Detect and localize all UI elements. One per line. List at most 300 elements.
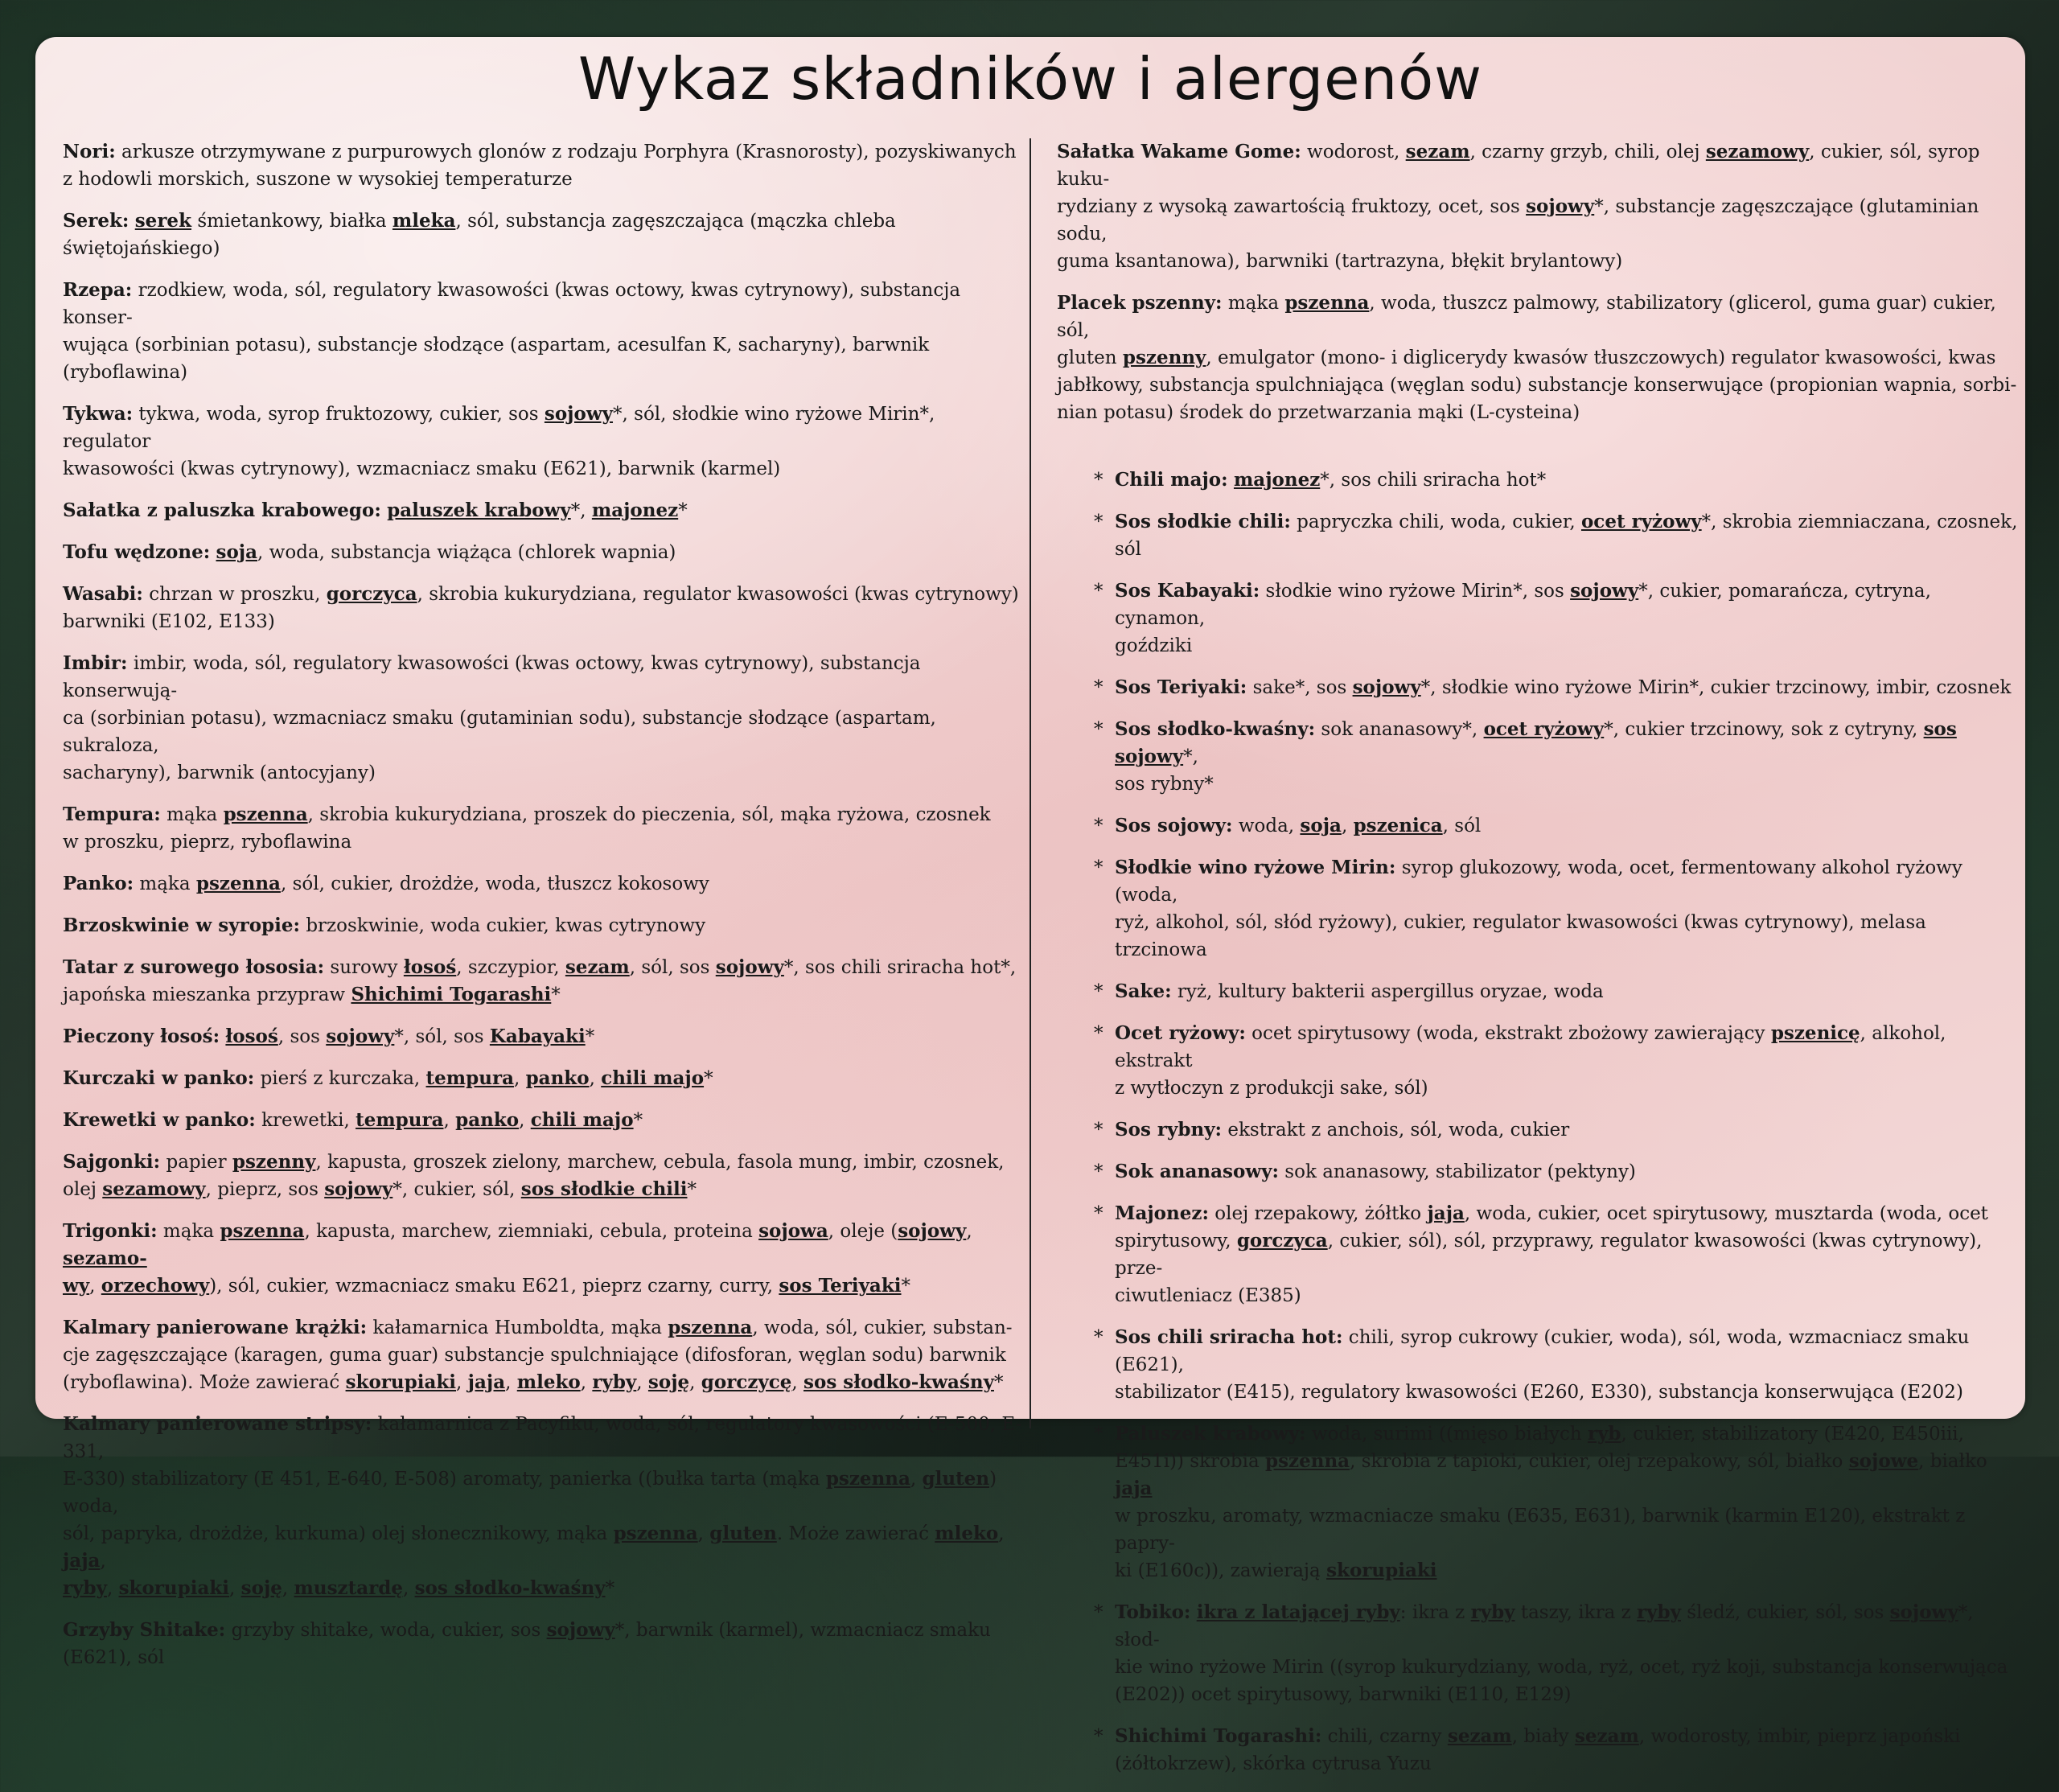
ingredient-text: , <box>402 1578 415 1599</box>
allergen: paluszek krabowy <box>387 499 571 521</box>
ingredient-text: japońska mieszanka przypraw <box>63 984 351 1005</box>
allergen: sezamowy <box>102 1178 206 1200</box>
allergen: chili majo <box>601 1067 705 1089</box>
ingredient-text: ocet spirytusowy (woda, ekstrakt zbożowy zawierający <box>1245 1023 1771 1044</box>
ingredient-text: nian potasu) środek do przetwarzania mąki (L-cysteina) <box>1057 402 1580 423</box>
ingredient-text: chili, syrop cukrowy (cukier, woda), sól, woda, wzmacniacz smaku (E621), <box>1115 1327 1970 1375</box>
ingredient-text: olej rzepakowy, żółtko <box>1208 1203 1428 1224</box>
ingredient-text: *, cukier trzcinowy, sok z cytryny, <box>1604 719 1924 740</box>
allergen: sezamo- <box>63 1247 147 1269</box>
ingredient-text <box>210 542 216 563</box>
ingredient-entry <box>1057 854 2022 964</box>
allergen: sojowy <box>324 1178 393 1200</box>
allergen: gorczyca <box>326 583 417 605</box>
ingredient-entry <box>1057 577 2022 660</box>
allergen: sojowy <box>715 956 784 978</box>
ingredient-text: imbir, woda, sól, regulatory kwasowości (kwas octowy, kwas cytrynowy), substancja konserwują- <box>63 653 921 701</box>
ingredient-text: E451i)) skrobia <box>1115 1451 1265 1472</box>
ingredient-text: , woda, tłuszcz palmowy, stabilizatory (glicerol, guma guar) cukier, sól, <box>1057 293 1996 341</box>
ingredient-text: , woda, sól, cukier, substan- <box>752 1317 1013 1338</box>
allergen: majonez <box>1233 469 1321 491</box>
left-column <box>63 138 1028 1686</box>
ingredient-text: z wytłoczyn z produkcji sake, sól) <box>1115 1078 1428 1099</box>
ingredient-name: Tobiko: <box>1115 1601 1191 1623</box>
bullet-star: * <box>1094 1161 1103 1182</box>
ingredient-text: śledź, cukier, sól, sos <box>1680 1602 1890 1623</box>
allergen: chili majo <box>530 1109 634 1131</box>
column-divider <box>1030 138 1031 1428</box>
ingredient-name: Tatar z surowego łososia: <box>63 956 325 978</box>
allergen: sezam <box>565 956 630 978</box>
ingredient-text: papier <box>160 1152 232 1173</box>
allergen: jaja <box>1115 1478 1153 1499</box>
right-plain-list <box>1057 138 2022 426</box>
ingredient-text: spirytusowy, <box>1115 1231 1237 1252</box>
ingredient-text: taszy, ikra z <box>1514 1602 1638 1623</box>
allergen: sos słodko-kwaśny <box>803 1371 994 1393</box>
ingredient-text: , <box>513 1068 526 1089</box>
allergen: ocet ryżowy <box>1580 511 1702 532</box>
ingredient-text: mąka <box>1222 293 1285 314</box>
ingredient-text: , <box>966 1221 972 1242</box>
ingredient-name: Słodkie wino ryżowe Mirin: <box>1115 857 1396 878</box>
ingredient-entry <box>1057 1324 2022 1406</box>
ingredient-text: (ryboflawina). Może zawierać <box>63 1372 346 1393</box>
bullet-star: * <box>1094 1327 1103 1348</box>
ingredient-text: , <box>505 1372 517 1393</box>
ingredient-entry <box>1057 1420 2022 1584</box>
ingredient-entry <box>63 912 1028 939</box>
allergen: sezam <box>1574 1725 1639 1747</box>
ingredient-text: *, cukier, pomarańcza, cytryna, cynamon, <box>1115 581 1931 629</box>
ingredient-text: , pieprz, sos <box>205 1179 325 1200</box>
ingredient-text: , białko <box>1918 1451 1987 1472</box>
allergen: sojowy <box>1570 580 1639 602</box>
ingredient-text: , <box>456 1372 468 1393</box>
ingredient-text: guma ksantanowa), barwniki (tartrazyna, błękit brylantowy) <box>1057 251 1623 272</box>
ingredient-text: , cukier, sól, syrop kuku- <box>1057 142 1980 190</box>
ingredient-text: , czarny grzyb, chili, olej <box>1469 142 1706 162</box>
ingredient-text: * <box>994 1372 1004 1393</box>
ingredient-text <box>1190 1602 1196 1623</box>
ingredient-text: * <box>901 1276 911 1297</box>
ingredient-text: , emulgator (mono- i diglicerydy kwasów tłuszczowych) regulator kwasowości, kwas <box>1206 347 1996 368</box>
ingredient-entry <box>63 1314 1028 1396</box>
ingredient-entry <box>63 401 1028 483</box>
ingredient-entry <box>1057 674 2022 701</box>
ingredient-name: Sos chili sriracha hot: <box>1115 1326 1343 1348</box>
allergen: sos słodkie chili <box>520 1178 688 1200</box>
ingredient-text: * <box>704 1068 713 1089</box>
ingredient-text: * <box>605 1578 615 1599</box>
allergen: sojowa <box>758 1220 828 1242</box>
ingredient-text: *, <box>570 500 592 521</box>
ingredient-text: , skrobia kukurydziana, proszek do pieczenia, sól, mąka ryżowa, czosnek <box>307 804 991 825</box>
ingredient-text: , woda, substancja wiążąca (chlorek wapnia) <box>257 542 676 563</box>
ingredient-text: , sól, substancja zagęszczająca (mączka chleba świętojańskiego) <box>63 211 896 259</box>
ingredient-entry <box>63 277 1028 386</box>
ingredient-name: Sos słodkie chili: <box>1115 511 1291 532</box>
ingredient-entry <box>63 1107 1028 1134</box>
ingredient-text: arkusze otrzymywane z purpurowych glonów z rodzaju Porphyra (Krasnorosty), pozyskiwanych <box>115 142 1017 162</box>
ingredient-entry <box>1057 466 2022 494</box>
ingredient-name: Shichimi Togarashi: <box>1115 1725 1322 1747</box>
ingredient-text: ca (sorbinian potasu), wzmacniacz smaku (gutaminian sodu), substancje słodzące (aspartam, sukraloza, <box>63 708 936 756</box>
ingredient-name: Brzoskwinie w syropie: <box>63 914 301 936</box>
ingredient-text: . Może zawierać <box>776 1523 935 1544</box>
ingredient-text: stabilizator (E415), regulatory kwasowości (E260, E330), substancja konserwująca (E202) <box>1115 1382 1963 1403</box>
allergen: skorupiaki <box>345 1371 457 1393</box>
allergen: sojowy <box>1352 676 1421 698</box>
ingredient-text: surowy <box>324 957 404 978</box>
bullet-star: * <box>1094 1203 1103 1224</box>
ingredient-text: słodkie wino ryżowe Mirin*, sos <box>1260 581 1571 602</box>
ingredient-entry <box>63 1617 1028 1671</box>
bullet-star: * <box>1094 857 1103 878</box>
allergen: sojowy <box>544 403 614 425</box>
ingredient-text: olej <box>63 1179 103 1200</box>
ingredient-text: sok ananasowy, stabilizator (pektyny) <box>1279 1161 1636 1182</box>
ingredient-text: sacharyny), barwnik (antocyjany) <box>63 762 376 783</box>
ingredient-entry <box>63 801 1028 856</box>
ingredient-text: , <box>697 1523 710 1544</box>
allergen: pszenna <box>668 1317 753 1338</box>
allergen: pszenna <box>223 804 308 825</box>
ingredient-text: tykwa, woda, syrop fruktozowy, cukier, sos <box>133 404 545 425</box>
ingredient-entry <box>1057 1200 2022 1309</box>
ingredient-text: , sos <box>277 1026 327 1047</box>
ingredient-entry <box>63 208 1028 262</box>
ingredient-entry <box>1057 1723 2022 1778</box>
allergen: łosoś <box>225 1025 278 1047</box>
allergen: serek <box>134 210 192 232</box>
ingredient-text: , <box>106 1578 119 1599</box>
ingredient-text: , <box>689 1372 701 1393</box>
ingredient-entry <box>1057 812 2022 840</box>
ingredient-text: , <box>443 1110 456 1131</box>
allergen: ryb <box>1587 1423 1621 1445</box>
ingredient-text: , <box>791 1372 804 1393</box>
allergen: majonez <box>591 499 679 521</box>
allergen: jaja <box>63 1550 101 1572</box>
allergen: sezam <box>1447 1725 1512 1747</box>
allergen: sojowe <box>1848 1450 1919 1472</box>
allergen: pszenna <box>1284 292 1370 314</box>
ingredient-text: *, <box>1183 746 1198 767</box>
ingredient-text: , biały <box>1511 1726 1575 1747</box>
allergen: ikra z latającej ryby <box>1196 1601 1400 1623</box>
ingredient-entry <box>63 1149 1028 1203</box>
ingredient-text: *, barwnik (karmel), wzmacniacz smaku <box>614 1620 991 1641</box>
allergen: panko <box>525 1067 590 1089</box>
ingredient-name: Tempura: <box>63 804 161 825</box>
allergen: soja <box>1300 815 1342 836</box>
ingredient-name: Sajgonki: <box>63 1151 161 1173</box>
ingredient-text: *, słod- <box>1115 1602 1974 1650</box>
ingredient-text: , skrobia z tapioki, cukier, olej rzepakowy, sól, białko <box>1350 1451 1849 1472</box>
ingredient-name: Wasabi: <box>63 583 143 605</box>
bullet-star: * <box>1094 981 1103 1002</box>
allergen: ryby <box>592 1371 637 1393</box>
ingredient-text: rzodkiew, woda, sól, regulatory kwasowości (kwas octowy, kwas cytrynowy), substancja konser- <box>63 280 961 328</box>
ingredient-text: * <box>551 984 561 1005</box>
ingredient-text: , alkohol, ekstrakt <box>1115 1023 1946 1071</box>
ingredient-entry <box>1057 978 2022 1005</box>
ingredient-text: *, cukier, sól, <box>392 1179 521 1200</box>
allergen: soja <box>216 541 258 563</box>
ingredient-text: *, sól, słodkie wino ryżowe Mirin*, regulator <box>63 404 935 452</box>
allergen: panko <box>455 1109 520 1131</box>
ingredient-text: *, sos chili sriracha hot*, <box>783 957 1017 978</box>
ingredient-name: Trigonki: <box>63 1220 158 1242</box>
ingredient-name: Paluszek krabowy: <box>1115 1423 1306 1445</box>
ingredient-name: Krewetki w panko: <box>63 1109 256 1131</box>
allergen: Shichimi Togarashi <box>351 984 552 1005</box>
ingredient-text: ryż, alkohol, sól, słód ryżowy), cukier, regulator kwasowości (kwas cytrynowy), melasa trzcinowa <box>1115 912 1926 960</box>
allergen: sojowy <box>1526 195 1595 217</box>
ingredient-entry <box>63 1065 1028 1092</box>
allergen: jaja <box>467 1371 506 1393</box>
ingredient-entry <box>1057 138 2022 275</box>
ingredient-text: mąka <box>134 873 196 894</box>
ingredient-text: *, słodkie wino ryżowe Mirin*, cukier trzcinowy, imbir, czosnek <box>1420 677 2012 698</box>
ingredient-text: , sól <box>1442 816 1482 836</box>
bullet-star: * <box>1094 470 1103 491</box>
ingredient-text: (E621), sól <box>63 1647 165 1668</box>
allergen: sos Teriyaki <box>779 1275 902 1297</box>
allergen: ryby <box>1637 1601 1681 1623</box>
allergen: mleko <box>516 1371 581 1393</box>
ingredient-text: jabłkowy, substancja spulchniająca (węglan sodu) substancje konserwujące (propionian wapnia, sorbi- <box>1057 375 2017 396</box>
ingredient-entry <box>63 497 1028 524</box>
ingredient-text: w proszku, aromaty, wzmacniacze smaku (E635, E631), barwnik (karmin E120), ekstrakt z papry- <box>1115 1506 1966 1554</box>
ingredient-text: papryczka chili, woda, cukier, <box>1290 512 1581 532</box>
ingredient-text: kałamarnica Humboldta, mąka <box>367 1317 668 1338</box>
ingredient-text: : ikra z <box>1399 1602 1471 1623</box>
allergen: mleko <box>935 1523 999 1544</box>
ingredient-text <box>1228 470 1234 491</box>
ingredient-text: barwniki (E102, E133) <box>63 611 275 632</box>
bullet-star: * <box>1094 1602 1103 1623</box>
ingredient-text: mąka <box>160 804 224 825</box>
ingredient-name: Sok ananasowy: <box>1115 1161 1279 1182</box>
ingredient-name: Tofu wędzone: <box>63 541 211 563</box>
ingredient-name: Rzepa: <box>63 279 133 301</box>
ingredient-text: * <box>678 500 688 521</box>
ingredient-text: , kapusta, groszek zielony, marchew, cebula, fasola mung, imbir, czosnek, <box>315 1152 1005 1173</box>
ingredient-entry <box>63 138 1028 193</box>
allergen: wy <box>63 1275 90 1297</box>
ingredient-name: Sos rybny: <box>1115 1119 1223 1141</box>
allergen: sojowy <box>1889 1601 1958 1623</box>
ingredient-text: , <box>89 1276 101 1297</box>
ingredient-entry <box>63 1023 1028 1050</box>
allergen: skorupiaki <box>1326 1560 1437 1581</box>
right-column <box>1057 138 2022 1792</box>
allergen: tempura <box>425 1067 514 1089</box>
allergen: pszenny <box>232 1151 316 1173</box>
ingredient-text: goździki <box>1115 635 1193 656</box>
ingredient-text: pierś z kurczaka, <box>254 1068 426 1089</box>
ingredient-name: Sos Teriyaki: <box>1115 676 1247 698</box>
ingredient-entry <box>1057 290 2022 426</box>
ingredient-text: woda, surimi ((mięso białych <box>1305 1424 1588 1445</box>
ingredient-text: z hodowli morskich, suszone w wysokiej temperaturze <box>63 169 573 190</box>
ingredient-text: sake*, sos <box>1247 677 1353 698</box>
ingredient-text: *, sos chili sriracha hot* <box>1320 470 1547 491</box>
ingredient-text: * <box>633 1110 643 1131</box>
bullet-star: * <box>1094 816 1103 836</box>
ingredient-text: ciwutleniacz (E385) <box>1115 1285 1301 1306</box>
ingredient-text: , <box>580 1372 593 1393</box>
ingredient-text: krewetki, <box>255 1110 356 1131</box>
allergen: orzechowy <box>101 1275 210 1297</box>
ingredient-text: chrzan w proszku, <box>142 584 327 605</box>
allergen: jaja <box>1427 1202 1465 1224</box>
allergen: pszenna <box>195 873 281 894</box>
allergen: gluten <box>922 1468 990 1490</box>
allergen: mleka <box>392 210 456 232</box>
allergen: sezam <box>1405 141 1470 162</box>
ingredient-text: woda, <box>1232 816 1301 836</box>
allergen: sojowy <box>546 1619 615 1641</box>
ingredient-text: brzoskwinie, woda cukier, kwas cytrynowy <box>300 915 706 936</box>
allergen: pszenicę <box>1770 1022 1860 1044</box>
ingredient-text: , <box>910 1469 923 1490</box>
allergen: gorczycę <box>701 1371 792 1393</box>
ingredient-text: * <box>585 1026 595 1047</box>
ingredient-text: , szczypior, <box>456 957 565 978</box>
ingredient-text: w proszku, pieprz, ryboflawina <box>63 832 352 853</box>
ingredient-name: Sałatka z paluszka krabowego: <box>63 499 381 521</box>
ingredient-text: (żółtokrzew), skórka cytrusa Yuzu <box>1115 1753 1432 1774</box>
ingredient-text: sos rybny* <box>1115 774 1214 795</box>
ingredient-text: , <box>100 1551 106 1572</box>
ingredient-text: ), sól, cukier, wzmacniacz smaku E621, pieprz czarny, curry, <box>209 1276 779 1297</box>
ingredient-entry <box>63 581 1028 635</box>
ingredient-text: , oleje ( <box>828 1221 898 1242</box>
ingredient-entry <box>63 650 1028 787</box>
bullet-star: * <box>1094 719 1103 740</box>
ingredient-name: Chili majo: <box>1115 469 1228 491</box>
allergen: sojowy <box>898 1220 967 1242</box>
allergen: pszenny <box>1122 347 1206 368</box>
ingredient-name: Tykwa: <box>63 403 134 425</box>
allergen: sezamowy <box>1705 141 1810 162</box>
allergen: ryby <box>63 1577 107 1599</box>
ingredient-text: ki (E160c)), zawierają <box>1115 1560 1327 1581</box>
bullet-star: * <box>1094 1023 1103 1044</box>
ingredient-entry <box>1057 1020 2022 1102</box>
ingredient-text: rydziany z wysoką zawartością fruktozy, ocet, sos <box>1057 196 1527 217</box>
bullet-star: * <box>1094 512 1103 532</box>
ingredient-name: Panko: <box>63 873 134 894</box>
ingredient-text: , kapusta, marchew, ziemniaki, cebula, proteina <box>304 1221 759 1242</box>
ingredient-entry <box>1057 716 2022 798</box>
allergen: gluten <box>709 1523 777 1544</box>
ingredient-name: Majonez: <box>1115 1202 1209 1224</box>
allergen: sos sojowy <box>1115 718 1957 767</box>
ingredient-text: , skrobia kukurydziana, regulator kwasowości (kwas cytrynowy) <box>417 584 1019 605</box>
ingredient-name: Ocet ryżowy: <box>1115 1022 1246 1044</box>
allergen: tempura <box>355 1109 444 1131</box>
ingredient-name: Sos słodko-kwaśny: <box>1115 718 1316 740</box>
section-gap <box>1057 441 2022 466</box>
ingredient-name: Placek pszenny: <box>1057 292 1223 314</box>
ingredient-entry <box>1057 1116 2022 1144</box>
ingredient-text: ekstrakt z anchois, sól, woda, cukier <box>1222 1120 1570 1141</box>
ingredient-text: , cukier, stabilizatory (E420, E450iii, <box>1621 1424 1964 1445</box>
ingredient-text: *, sól, sos <box>394 1026 490 1047</box>
ingredient-text: * <box>687 1179 697 1200</box>
ingredient-text: , wodorosty, imbir, pieprz japoński <box>1638 1726 1961 1747</box>
ingredient-name: Sałatka Wakame Gome: <box>1057 141 1301 162</box>
ingredient-text: , <box>1341 816 1354 836</box>
allergen: łosoś <box>403 956 457 978</box>
ingredient-text: *, substancje zagęszczające (glutaminian sodu, <box>1057 196 1979 245</box>
ingredient-text: , <box>998 1523 1005 1544</box>
allergen: ocet ryżowy <box>1483 718 1605 740</box>
allergen: soję <box>647 1371 690 1393</box>
ingredient-text: kwasowości (kwas cytrynowy), wzmacniacz smaku (E621), barwnik (karmel) <box>63 458 781 479</box>
allergen: pszenna <box>1265 1450 1350 1472</box>
ingredient-name: Grzyby Shitake: <box>63 1619 226 1641</box>
ingredient-text: , woda, cukier, ocet spirytusowy, musztarda (woda, ocet <box>1464 1203 1988 1224</box>
ingredient-name: Imbir: <box>63 652 128 674</box>
bullet-star: * <box>1094 1726 1103 1747</box>
ingredient-text: kałamarnica z Pacyfiku, woda, sól, regulatory kwasowości (E-500, E-331, <box>63 1414 1022 1462</box>
allergen: gorczyca <box>1236 1230 1328 1252</box>
ingredient-name: Sake: <box>1115 980 1172 1002</box>
ingredient-text <box>129 211 134 232</box>
ingredient-name: Pieczony łosoś: <box>63 1025 220 1047</box>
ingredient-entry <box>1057 1599 2022 1708</box>
ingredient-text: gluten <box>1057 347 1123 368</box>
ingredient-name: Kalmary panierowane stripsy: <box>63 1413 372 1435</box>
ingredient-name: Sos Kabayaki: <box>1115 580 1260 602</box>
ingredient-text: , sól, sos <box>629 957 716 978</box>
ingredient-text: ) woda, <box>63 1469 997 1517</box>
ingredient-entry <box>1057 1158 2022 1186</box>
allergen: pszenna <box>220 1220 305 1242</box>
ingredient-text: sok ananasowy*, <box>1315 719 1484 740</box>
bullet-star: * <box>1094 1424 1103 1445</box>
ingredient-text: grzyby shitake, woda, cukier, sos <box>225 1620 547 1641</box>
ingredient-name: Serek: <box>63 210 129 232</box>
ingredient-text: , <box>519 1110 531 1131</box>
ingredient-text: *, skrobia ziemniaczana, czosnek, sól <box>1115 512 2018 560</box>
allergen: pszenica <box>1353 815 1443 836</box>
allergen: Kabayaki <box>489 1025 586 1047</box>
ingredient-text: , <box>229 1578 241 1599</box>
allergen: sojowy <box>326 1025 395 1047</box>
ingredient-name: Sos sojowy: <box>1115 815 1233 836</box>
ingredient-text: mąka <box>157 1221 220 1242</box>
ingredient-text: syrop glukozowy, woda, ocet, fermentowany alkohol ryżowy (woda, <box>1115 857 1962 906</box>
allergen: sos słodko-kwaśny <box>414 1577 606 1599</box>
bullet-star: * <box>1094 677 1103 698</box>
bullet-star: * <box>1094 581 1103 602</box>
ingredient-entry <box>63 870 1028 898</box>
ingredient-text: ryż, kultury bakterii aspergillus oryzae, woda <box>1171 981 1604 1002</box>
ingredient-name: Kurczaki w panko: <box>63 1067 255 1089</box>
starred-list <box>1057 466 2022 1778</box>
ingredient-entry <box>63 1218 1028 1300</box>
ingredient-name: Nori: <box>63 141 116 162</box>
allergen: soję <box>240 1577 282 1599</box>
bullet-star: * <box>1094 1120 1103 1141</box>
ingredient-text: wująca (sorbinian potasu), substancje słodzące (aspartam, acesulfan K, sacharyny), barwnik (ryboflawina) <box>63 335 930 383</box>
